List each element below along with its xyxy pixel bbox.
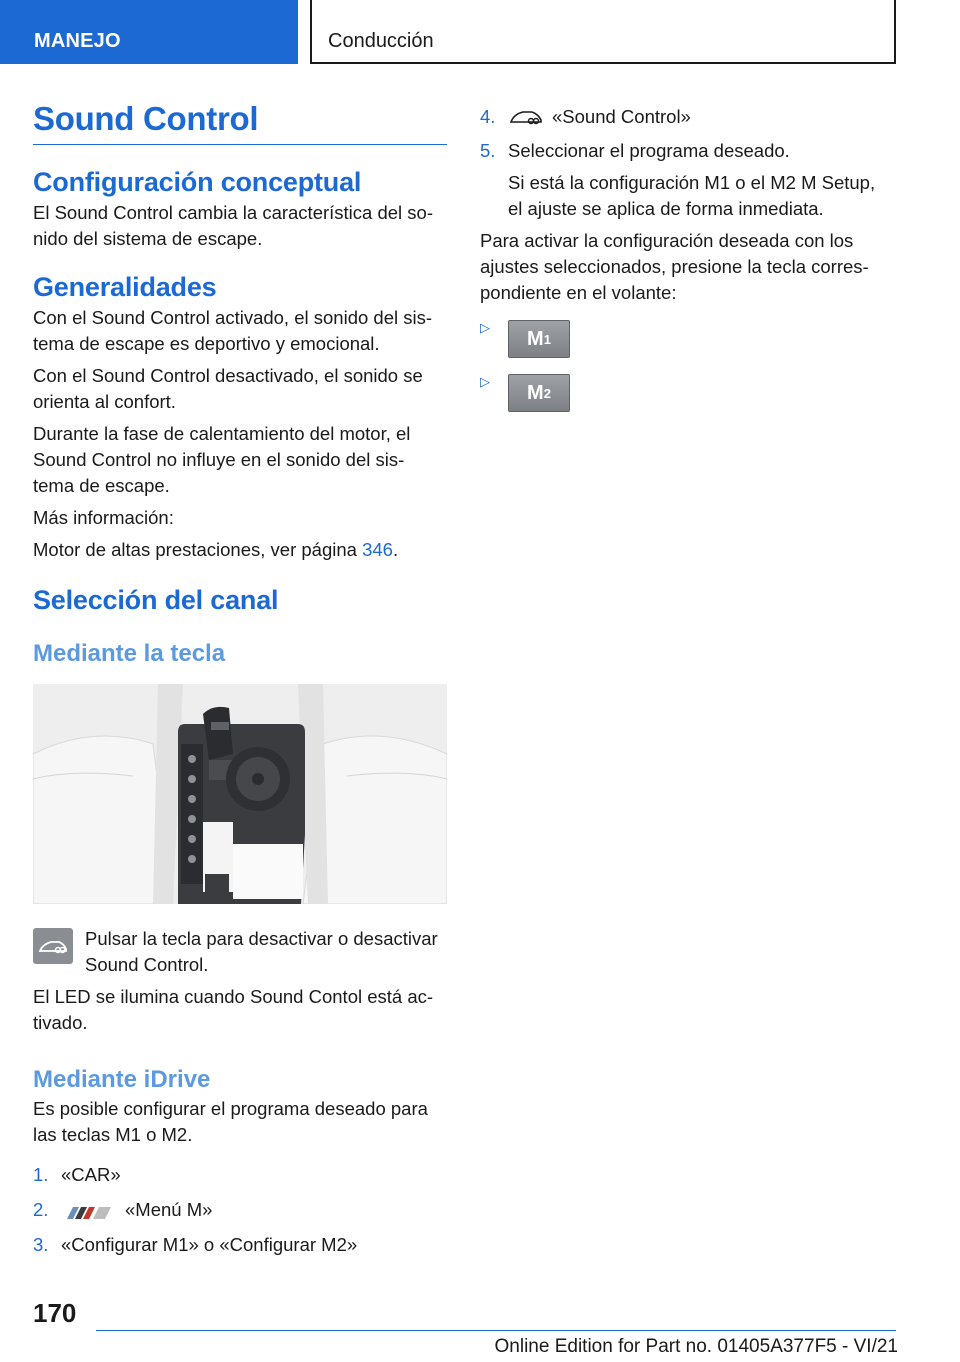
heading-concept: Configuración conceptual xyxy=(33,167,362,197)
paragraph-step5-note: Si está la configuración M1 o el M2 M Setup, el ajuste se aplica de forma inmediata. xyxy=(508,172,876,219)
sound-control-icon xyxy=(33,928,73,964)
paragraph-activate: Para activar la configuración deseada con los ajustes seleccionados, presione la tecla corres- pondiente en el volante: xyxy=(480,230,869,303)
paragraph-general-3: Durante la fase de calentamiento del motor, el Sound Control no influye en el sonido del sis- tema de escape. xyxy=(33,423,411,496)
list-item: 1. «CAR» xyxy=(33,1164,121,1185)
bullet-m1 xyxy=(480,320,895,358)
press-note xyxy=(33,926,447,978)
list-item: 3. «Configurar M1» o «Configurar M2» xyxy=(33,1234,358,1255)
chapter-tab xyxy=(310,0,896,64)
console-illustration xyxy=(33,684,447,904)
sound-control-inline-icon xyxy=(508,107,544,127)
steps-list-left xyxy=(33,1162,447,1258)
bullet-marker: ▷ xyxy=(480,374,490,389)
section-title: MANEJO xyxy=(34,30,121,52)
paragraph-general-1: Con el Sound Control activado, el sonido del sis- tema de escape es deportivo y emocional. xyxy=(33,307,433,354)
m2-button-icon: M 2 xyxy=(508,374,570,412)
paragraph-concept: El Sound Control cambia la característica del so- nido del sistema de escape. xyxy=(33,202,433,249)
center-console-image xyxy=(33,684,447,904)
section-tab xyxy=(0,0,298,64)
list-item: 4. «Sound Control» xyxy=(480,106,691,127)
page-number: 170 xyxy=(33,1298,77,1328)
paragraph-press: Pulsar la tecla para desactivar o desactivar Sound Control. xyxy=(85,928,438,975)
list-item: 5. Seleccionar el programa deseado. xyxy=(480,140,790,161)
footer-edition: Online Edition for Part no. 01405A377F5 - VI/21 xyxy=(494,1336,898,1357)
left-column xyxy=(33,100,447,1258)
heading-button: Mediante la tecla xyxy=(33,640,226,667)
paragraph-general-2: Con el Sound Control desactivado, el sonido se orienta al confort. xyxy=(33,365,423,412)
paragraph-led: El LED se ilumina cuando Sound Contol está ac- tivado. xyxy=(33,986,434,1033)
footer-divider xyxy=(96,1330,896,1331)
paragraph-reference: Motor de altas prestaciones, ver página 346. xyxy=(33,539,399,560)
heading-idrive: Mediante iDrive xyxy=(33,1066,211,1093)
m-logo-icon xyxy=(61,1202,117,1218)
page-reference-link[interactable]: 346 xyxy=(362,539,393,560)
paragraph-more-info: Más información: xyxy=(33,507,174,528)
paragraph-idrive: Es posible configurar el programa deseado para las teclas M1 o M2. xyxy=(33,1098,428,1145)
heading-general: Generalidades xyxy=(33,272,217,302)
page-title: Sound Control xyxy=(33,100,447,145)
steps-list-right xyxy=(480,104,895,164)
bullet-marker: ▷ xyxy=(480,320,490,335)
list-item: 2. «Menú M» xyxy=(33,1199,213,1220)
heading-channel: Selección del canal xyxy=(33,585,279,615)
chapter-title: Conducción xyxy=(328,30,434,52)
bullet-m2 xyxy=(480,374,895,412)
right-column xyxy=(480,100,895,412)
m1-button-icon: M 1 xyxy=(508,320,570,358)
